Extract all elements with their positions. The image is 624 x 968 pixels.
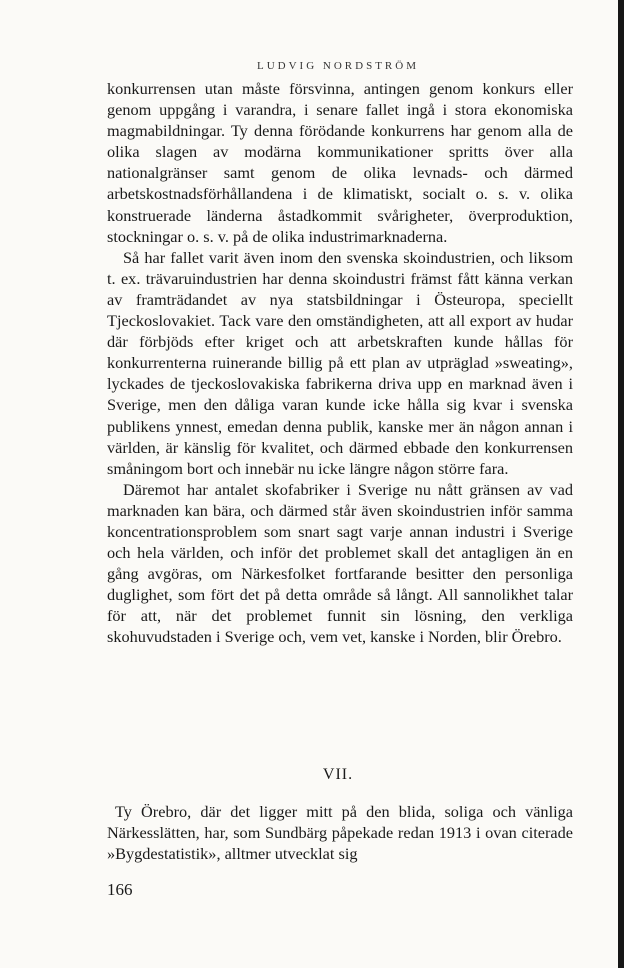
- section-heading: VII.: [322, 766, 354, 783]
- running-head: LUDVIG NORDSTRÖM: [257, 60, 419, 72]
- page-number: 166: [107, 880, 133, 899]
- paragraph-skofabriker: Däremot har antalet skofabriker i Sverige nu nått gränsen av vad marknaden kan bära, och därmed står även skoindustrien inför samma koncentrationsproblem som snart sagt varje annan industri i Sverige och hela världen, och inför det problemet skall det antagligen än en gång avgöras, om Närkesfolket fortfarande besitter den personliga duglighet, som fört det på detta område så långt. All sannolikhet talar för att, när det problemet funnit sin lösning, den verkliga skohuvudstaden i Sverige och, vem vet, kanske i Norden, blir Örebro.: [107, 479, 573, 647]
- paragraph-skoindustrien: Så har fallet varit även inom den svenska skoindustrien, och liksom t. ex. trävaruindustrien har denna skoindustri främst fått känna verkan av framträdandet av nya statsbildningar i Östeuropa, speciellt Tjeckoslovakiet. Tack vare den omständigheten, att all export av hudar där förbjöds efter kriget och att arbetskraften kunde hållas för konkurrenterna ruinerande billig på ett plan av utpräglad »sweating», lyckades de tjeckoslovakiska fabrikerna driva upp en marknad även i Sverige, men den dåliga varan kunde icke hålla sig kvar i svenska publikens ynnest, emedan denna publik, kanske mer än någon annan i världen, är känslig för kvalitet, och därmed ebbade den konkurrensen småningom bort och innebär nu icke längre någon större fara.: [107, 247, 573, 478]
- page-edge-shadow: [618, 0, 624, 968]
- paragraph-continued: konkurrensen utan måste försvinna, antingen genom konkurs eller genom uppgång i varandra, i senare fallet ingå i stora ekonomiska magmabildningar. Ty denna förödande konkurrens har genom alla de olika slagen av modärna kommunikationer spritts över alla nationalgränser samt genom de olika levnads- och därmed arbetskostnadsförhållandena i de klimatiskt, socialt o. s. v. olika konstruerade länderna åstadkommit svårigheter, överproduktion, stockningar o. s. v. på de olika industrimarknaderna.: [107, 79, 573, 246]
- section-text: [107, 801, 573, 864]
- body-text: [107, 78, 573, 648]
- paragraph-orebro: Ty Örebro, där det ligger mitt på den blida, soliga och vänliga Närkesslätten, har, som Sundbärg påpekade redan 1913 i ovan citerade »Bygdestatistik», alltmer utvecklat sig: [107, 802, 573, 864]
